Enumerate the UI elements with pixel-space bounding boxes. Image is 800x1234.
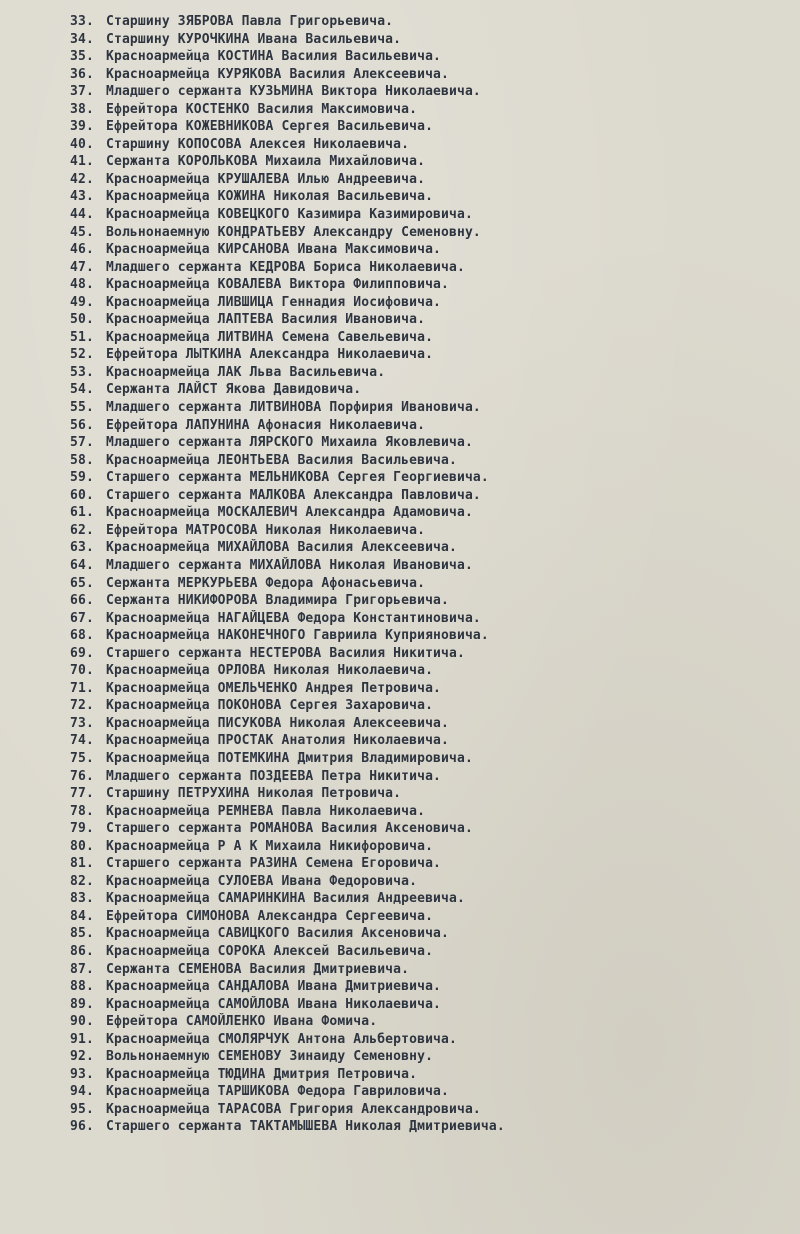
entry-text: Вольнонаемную КОНДРАТЬЕВУ Александру Семеновну. [106, 224, 481, 240]
list-item [70, 680, 790, 698]
entry-number: 83. [70, 891, 94, 907]
list-item [70, 539, 790, 557]
list-item [70, 259, 790, 277]
entry-number: 63. [70, 540, 94, 556]
list-item [70, 978, 790, 996]
entry-text: Ефрейтора ЛАПУНИНА Афонасия Николаевича. [106, 417, 426, 433]
entry-text: Старшего сержанта РАЗИНА Семена Егоровича. [106, 856, 442, 872]
list-item [70, 873, 790, 891]
entry-text: Младшего сержанта МИХАЙЛОВА Николая Ивановича. [106, 557, 473, 573]
entry-text: Старшего сержанта НЕСТЕРОВА Василия Никитича. [106, 645, 465, 661]
entry-text: Старшину КУРОЧКИНА Ивана Васильевича. [106, 31, 402, 47]
entry-text: Младшего сержанта ЛЯРСКОГО Михаила Яковлевича. [106, 435, 473, 451]
list-item [70, 504, 790, 522]
entry-text: Красноармейца ПОКОНОВА Сергея Захаровича. [106, 698, 434, 714]
entry-text: Красноармейца САМАРИНКИНА Василия Андреевича. [106, 891, 465, 907]
entry-number: 46. [70, 242, 94, 258]
list-item [70, 83, 790, 101]
entry-text: Красноармейца ТЮДИНА Дмитрия Петровича. [106, 1066, 418, 1082]
entry-number: 64. [70, 557, 94, 573]
list-item [70, 224, 790, 242]
list-item [70, 487, 790, 505]
entry-number: 88. [70, 979, 94, 995]
list-item [70, 48, 790, 66]
entry-number: 71. [70, 680, 94, 696]
entry-number: 33. [70, 14, 94, 29]
entry-text: Красноармейца КОСТИНА Василия Васильевича. [106, 49, 442, 65]
entry-number: 67. [70, 610, 94, 626]
list-item [70, 838, 790, 856]
entry-text: Старшего сержанта МАЛКОВА Александра Павловича. [106, 487, 481, 503]
entry-text: Старшего сержанта РОМАНОВА Василия Аксеновича. [106, 821, 473, 837]
list-item [70, 1118, 790, 1136]
list-item [70, 943, 790, 961]
entry-number: 56. [70, 417, 94, 433]
entry-number: 37. [70, 84, 94, 100]
entry-text: Красноармейца МИХАЙЛОВА Василия Алексеевича. [106, 540, 457, 556]
list-item [70, 750, 790, 768]
entry-number: 91. [70, 1031, 94, 1047]
entry-text: Красноармейца НАКОНЕЧНОГО Гавриила Куприяновича. [106, 628, 489, 644]
list-item [70, 364, 790, 382]
list-item [70, 171, 790, 189]
list-item [70, 662, 790, 680]
entry-text: Красноармейца ОРЛОВА Николая Николаевича. [106, 663, 434, 679]
list-item [70, 803, 790, 821]
list-item [70, 136, 790, 154]
entry-number: 34. [70, 31, 94, 47]
entry-text: Ефрейтора САМОЙЛЕНКО Ивана Фомича. [106, 1014, 378, 1030]
entry-number: 78. [70, 803, 94, 819]
entry-number: 35. [70, 49, 94, 65]
entry-number: 72. [70, 698, 94, 714]
entry-text: Красноармейца ЛИВШИЦА Геннадия Иосифовича. [106, 294, 442, 310]
list-item [70, 417, 790, 435]
entry-number: 87. [70, 961, 94, 977]
entry-text: Красноармейца ЛИТВИНА Семена Савельевича. [106, 329, 434, 345]
list-item [70, 101, 790, 119]
entry-text: Сержанта ЛАЙСТ Якова Давидовича. [106, 382, 362, 398]
list-item [70, 820, 790, 838]
entry-number: 57. [70, 435, 94, 451]
entry-number: 68. [70, 628, 94, 644]
entry-number: 42. [70, 171, 94, 187]
entry-number: 70. [70, 663, 94, 679]
list-item [70, 311, 790, 329]
entry-text: Красноармейца ЛЕОНТЬЕВА Василия Васильевича. [106, 452, 457, 468]
entry-text: Красноармейца САНДАЛОВА Ивана Дмитриевича. [106, 979, 442, 995]
entry-number: 69. [70, 645, 94, 661]
list-item [70, 452, 790, 470]
list-item [70, 890, 790, 908]
list-item [70, 276, 790, 294]
entry-number: 40. [70, 136, 94, 152]
entry-number: 54. [70, 382, 94, 398]
list-item [70, 469, 790, 487]
list-item [70, 188, 790, 206]
entry-text: Красноармейца ТАРШИКОВА Федора Гавриловича. [106, 1084, 449, 1100]
entry-text: Красноармейца КОВАЛЕВА Виктора Филипповича. [106, 277, 449, 293]
award-list [70, 13, 790, 1136]
entry-number: 49. [70, 294, 94, 310]
entry-text: Сержанта СЕМЕНОВА Василия Дмитриевича. [106, 961, 410, 977]
list-item [70, 996, 790, 1014]
entry-text: Ефрейтора КОСТЕНКО Василия Максимовича. [106, 101, 418, 117]
entry-text: Ефрейтора СИМОНОВА Александра Сергеевича. [106, 908, 434, 924]
entry-number: 76. [70, 768, 94, 784]
entry-text: Младшего сержанта ЛИТВИНОВА Порфирия Ивановича. [106, 400, 481, 416]
list-item [70, 1083, 790, 1101]
entry-text: Красноармейца КИРСАНОВА Ивана Максимовича. [106, 242, 442, 258]
list-item [70, 1013, 790, 1031]
entry-text: Красноармейца САВИЦКОГО Василия Аксеновича. [106, 926, 449, 942]
list-item [70, 908, 790, 926]
entry-number: 81. [70, 856, 94, 872]
entry-number: 65. [70, 575, 94, 591]
list-item [70, 118, 790, 136]
list-item [70, 381, 790, 399]
entry-number: 58. [70, 452, 94, 468]
entry-text: Красноармейца СУЛОЕВА Ивана Федоровича. [106, 873, 418, 889]
entry-number: 89. [70, 996, 94, 1012]
entry-text: Красноармейца КОВЕЦКОГО Казимира Казимировича. [106, 207, 473, 223]
entry-number: 77. [70, 786, 94, 802]
entry-text: Старшину ПЕТРУХИНА Николая Петровича. [106, 786, 402, 802]
entry-text: Красноармейца КРУШАЛЕВА Илью Андреевича. [106, 171, 426, 187]
list-item [70, 399, 790, 417]
entry-number: 43. [70, 189, 94, 205]
entry-number: 79. [70, 821, 94, 837]
entry-number: 73. [70, 715, 94, 731]
entry-number: 48. [70, 277, 94, 293]
entry-number: 55. [70, 400, 94, 416]
entry-number: 96. [70, 1119, 94, 1135]
list-item [70, 645, 790, 663]
entry-number: 75. [70, 750, 94, 766]
entry-number: 61. [70, 505, 94, 521]
list-item [70, 66, 790, 84]
list-item [70, 31, 790, 49]
entry-text: Красноармейца КОЖИНА Николая Васильевича. [106, 189, 434, 205]
entry-number: 86. [70, 943, 94, 959]
entry-text: Старшину ЗЯБРОВА Павла Григорьевича. [106, 14, 394, 29]
entry-number: 50. [70, 312, 94, 328]
entry-text: Ефрейтора ЛЫТКИНА Александра Николаевича. [106, 347, 434, 363]
list-item [70, 610, 790, 628]
entry-number: 94. [70, 1084, 94, 1100]
entry-text: Вольнонаемную СЕМЕНОВУ Зинаиду Семеновну. [106, 1049, 434, 1065]
list-item [70, 522, 790, 540]
entry-text: Красноармейца СМОЛЯРЧУК Антона Альбертовича. [106, 1031, 457, 1047]
entry-text: Красноармейца ЛАПТЕВА Василия Ивановича. [106, 312, 426, 328]
entry-number: 90. [70, 1014, 94, 1030]
entry-text: Сержанта КОРОЛЬКОВА Михаила Михайловича. [106, 154, 426, 170]
entry-text: Младшего сержанта КУЗЬМИНА Виктора Николаевича. [106, 84, 481, 100]
entry-number: 84. [70, 908, 94, 924]
entry-number: 62. [70, 522, 94, 538]
list-item [70, 294, 790, 312]
entry-number: 38. [70, 101, 94, 117]
entry-text: Красноармейца НАГАЙЦЕВА Федора Константиновича. [106, 610, 481, 626]
list-item [70, 1066, 790, 1084]
list-item [70, 206, 790, 224]
list-item [70, 153, 790, 171]
entry-number: 95. [70, 1101, 94, 1117]
list-item [70, 855, 790, 873]
entry-number: 41. [70, 154, 94, 170]
entry-text: Ефрейтора КОЖЕВНИКОВА Сергея Васильевича. [106, 119, 434, 135]
entry-text: Сержанта МЕРКУРЬЕВА Федора Афонасьевича. [106, 575, 426, 591]
entry-number: 74. [70, 733, 94, 749]
entry-number: 47. [70, 259, 94, 275]
list-item [70, 346, 790, 364]
list-item [70, 961, 790, 979]
entry-number: 51. [70, 329, 94, 345]
entry-number: 92. [70, 1049, 94, 1065]
list-item [70, 785, 790, 803]
entry-number: 52. [70, 347, 94, 363]
entry-number: 85. [70, 926, 94, 942]
list-item [70, 13, 790, 31]
list-item [70, 697, 790, 715]
entry-text: Красноармейца ТАРАСОВА Григория Александровича. [106, 1101, 481, 1117]
list-item [70, 329, 790, 347]
entry-text: Младшего сержанта КЕДРОВА Бориса Николаевича. [106, 259, 465, 275]
entry-text: Старшего сержанта ТАКТАМЫШЕВА Николая Дмитриевича. [106, 1119, 505, 1135]
entry-text: Красноармейца ЛАК Льва Васильевича. [106, 364, 386, 380]
list-item [70, 575, 790, 593]
list-item [70, 1101, 790, 1119]
entry-text: Красноармейца ПИСУКОВА Николая Алексеевича. [106, 715, 449, 731]
entry-text: Младшего сержанта ПОЗДЕЕВА Петра Никитича. [106, 768, 442, 784]
entry-number: 44. [70, 207, 94, 223]
list-item [70, 434, 790, 452]
entry-text: Красноармейца КУРЯКОВА Василия Алексеевича. [106, 66, 449, 82]
list-item [70, 925, 790, 943]
entry-number: 60. [70, 487, 94, 503]
list-item [70, 592, 790, 610]
entry-text: Старшего сержанта МЕЛЬНИКОВА Сергея Георгиевича. [106, 470, 489, 486]
list-item [70, 627, 790, 645]
entry-number: 66. [70, 593, 94, 609]
entry-number: 82. [70, 873, 94, 889]
entry-text: Красноармейца ОМЕЛЬЧЕНКО Андрея Петровича. [106, 680, 442, 696]
entry-number: 39. [70, 119, 94, 135]
entry-text: Ефрейтора МАТРОСОВА Николая Николаевича. [106, 522, 426, 538]
entry-text: Красноармейца ПРОСТАК Анатолия Николаевича. [106, 733, 449, 749]
list-item [70, 1031, 790, 1049]
list-item [70, 557, 790, 575]
list-item [70, 715, 790, 733]
entry-text: Сержанта НИКИФОРОВА Владимира Григорьевича. [106, 593, 449, 609]
entry-number: 36. [70, 66, 94, 82]
entry-number: 45. [70, 224, 94, 240]
entry-text: Старшину КОПОСОВА Алексея Николаевича. [106, 136, 410, 152]
list-item [70, 241, 790, 259]
entry-text: Красноармейца Р А К Михаила Никифоровича. [106, 838, 434, 854]
entry-number: 80. [70, 838, 94, 854]
entry-text: Красноармейца МОСКАЛЕВИЧ Александра Адамовича. [106, 505, 473, 521]
entry-number: 93. [70, 1066, 94, 1082]
entry-number: 59. [70, 470, 94, 486]
entry-text: Красноармейца СОРОКА Алексей Васильевича. [106, 943, 434, 959]
entry-text: Красноармейца РЕМНЕВА Павла Николаевича. [106, 803, 426, 819]
entry-number: 53. [70, 364, 94, 380]
entry-text: Красноармейца ПОТЕМКИНА Дмитрия Владимировича. [106, 750, 473, 766]
list-item [70, 1048, 790, 1066]
list-item [70, 732, 790, 750]
entry-text: Красноармейца САМОЙЛОВА Ивана Николаевича. [106, 996, 442, 1012]
list-item [70, 768, 790, 786]
